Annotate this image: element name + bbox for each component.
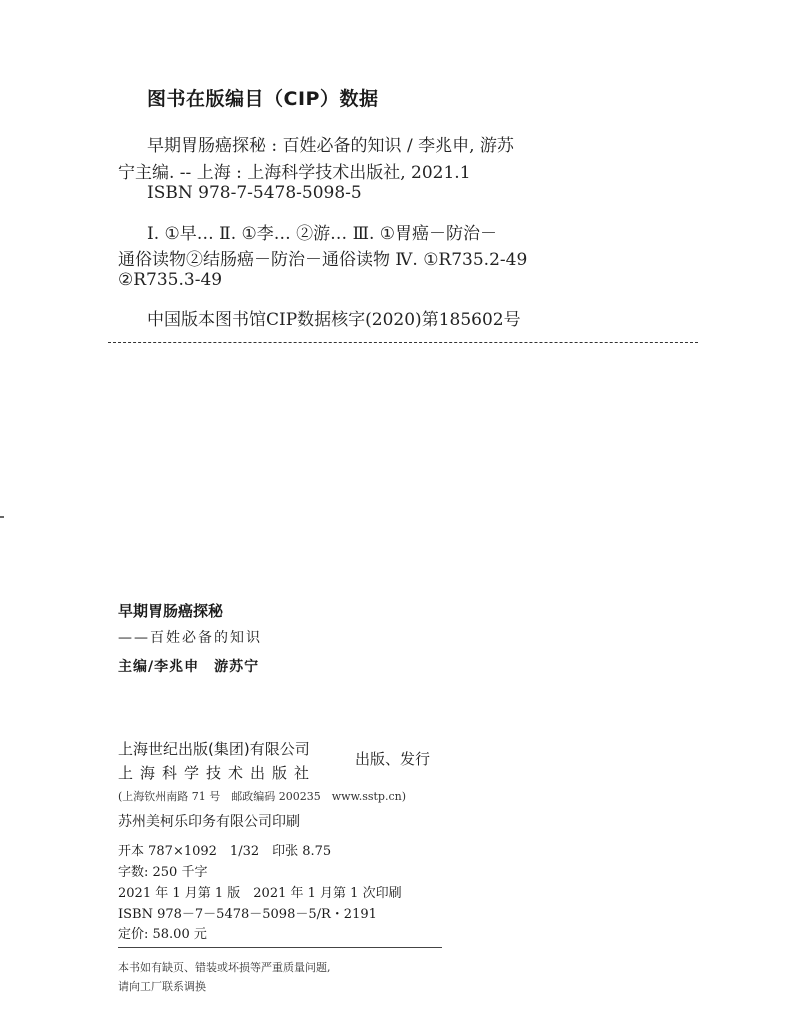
printer: 苏州美柯乐印务有限公司印刷 [118, 814, 300, 830]
cip-line-subjects-2: 通俗读物②结肠癌－防治－通俗读物 Ⅳ. ①R735.2-49 [118, 250, 528, 270]
cip-line-subjects-3: ②R735.3-49 [118, 270, 223, 290]
cip-heading: 图书在版编目（CIP）数据 [147, 88, 379, 110]
spec-isbn: ISBN 978－7－5478－5098－5/R・2191 [118, 907, 377, 922]
cip-line-publication: 宁主编. -- 上海 : 上海科学技术出版社, 2021.1 [118, 163, 471, 183]
publisher-action: 出版、发行 [355, 750, 431, 768]
notice-line: 本书如有缺页、错装或坏损等严重质量问题, [118, 961, 331, 974]
book-subtitle: ——百姓必备的知识 [118, 630, 262, 646]
cip-line-title: 早期胃肠癌探秘 : 百姓必备的知识 / 李兆申, 游苏 [147, 136, 514, 156]
notice-line: 请向工厂联系调换 [118, 980, 206, 993]
dashed-divider [108, 342, 698, 343]
cip-line-isbn: ISBN 978-7-5478-5098-5 [147, 183, 362, 203]
spec-price: 定价: 58.00 元 [118, 927, 207, 942]
book-editors: 主编/李兆申 游苏宁 [118, 659, 260, 675]
cip-line-record-number: 中国版本图书馆CIP数据核字(2020)第185602号 [147, 310, 521, 330]
cip-line-subjects-1: Ⅰ. ①早… Ⅱ. ①李… ②游… Ⅲ. ①胃癌－防治－ [147, 224, 498, 244]
notice-divider [118, 947, 442, 948]
publisher-group: 上海世纪出版(集团)有限公司 [118, 740, 310, 758]
spec-edition: 2021 年 1 月第 1 版 2021 年 1 月第 1 次印刷 [118, 886, 402, 901]
spec-word-count: 字数: 250 千字 [118, 865, 208, 880]
publisher-address: (上海钦州南路 71 号 邮政编码 200235 www.sstp.cn) [118, 790, 406, 803]
spec-format: 开本 787×1092 1/32 印张 8.75 [118, 844, 332, 859]
book-title: 早期胃肠癌探秘 [118, 602, 224, 620]
edge-mark [0, 516, 4, 518]
publisher-name: 上海科学技术出版社 [118, 764, 317, 782]
